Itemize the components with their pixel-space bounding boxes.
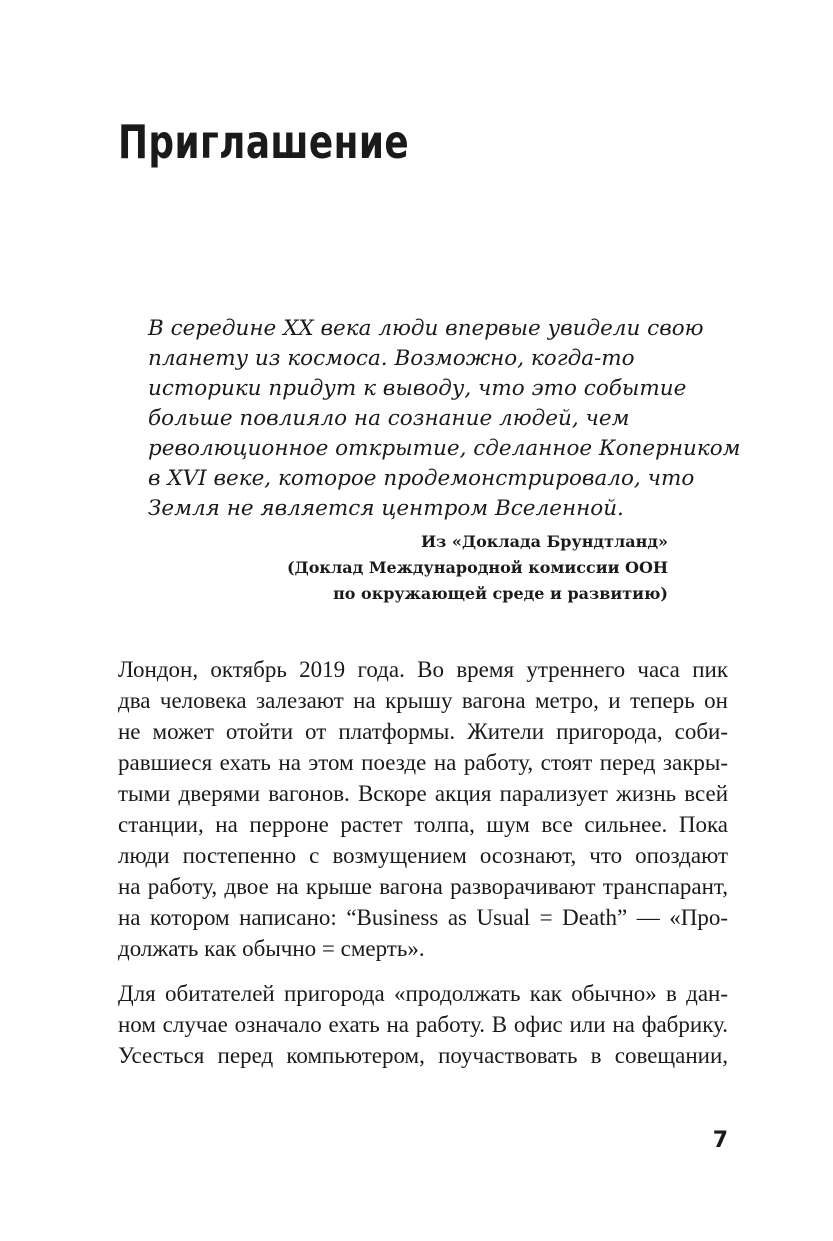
page-number: 7 xyxy=(712,1128,728,1153)
epigraph-line: в XVI веке, которое продемонстрировало, что xyxy=(148,466,695,491)
body-line: люди постепенно с возмущением осознают, что опоздают xyxy=(118,843,728,868)
body-paragraph-1 xyxy=(118,654,728,964)
epigraph-line: больше повлияло на сознание людей, чем xyxy=(148,406,630,431)
epigraph-attribution xyxy=(200,529,668,607)
body-line: Для обитателей пригорода «продолжать как обычно» в дан- xyxy=(118,981,728,1006)
body-line: ном случае означало ехать на работу. В офис или на фабрику. xyxy=(118,1012,728,1037)
body-line: тыми дверями вагонов. Вскоре акция парализует жизнь всей xyxy=(118,781,728,806)
epigraph-line: В середине XX века люди впервые увидели свою xyxy=(148,316,704,341)
attribution-line: по окружающей среде и развитию) xyxy=(333,584,668,603)
body-paragraph-2 xyxy=(118,978,728,1071)
body-line: должать как обычно = смерть». xyxy=(118,936,425,961)
chapter-title: Приглашение xyxy=(118,115,410,169)
epigraph-line: революционное открытие, сделанное Коперником xyxy=(148,436,741,461)
epigraph-line: планету из космоса. Возможно, когда-то xyxy=(148,346,635,371)
attribution-line: (Доклад Международной комиссии ООН xyxy=(286,558,668,577)
body-line: на котором написано: “Business as Usual = Death” — «Про- xyxy=(118,905,728,930)
body-line: не может отойти от платформы. Жители пригорода, соби- xyxy=(118,719,728,744)
body-line: Лондон, октябрь 2019 года. Во время утреннего часа пик xyxy=(118,657,728,682)
epigraph-quote xyxy=(148,314,741,524)
body-line: Усесться перед компьютером, поучаствовать в совещании, xyxy=(118,1043,728,1068)
body-line: на работу, двое на крыше вагона разворачивают транспарант, xyxy=(118,874,728,899)
epigraph-line: историки придут к выводу, что это событие xyxy=(148,376,687,401)
body-line: станции, на перроне растет толпа, шум все сильнее. Пока xyxy=(118,812,728,837)
body-line: два человека залезают на крышу вагона метро, и теперь он xyxy=(118,688,728,713)
epigraph-line: Земля не является центром Вселенной. xyxy=(148,496,624,521)
attribution-line: Из «Доклада Брундтланд» xyxy=(420,532,668,551)
body-line: равшиеся ехать на этом поезде на работу, стоят перед закры- xyxy=(118,750,728,775)
